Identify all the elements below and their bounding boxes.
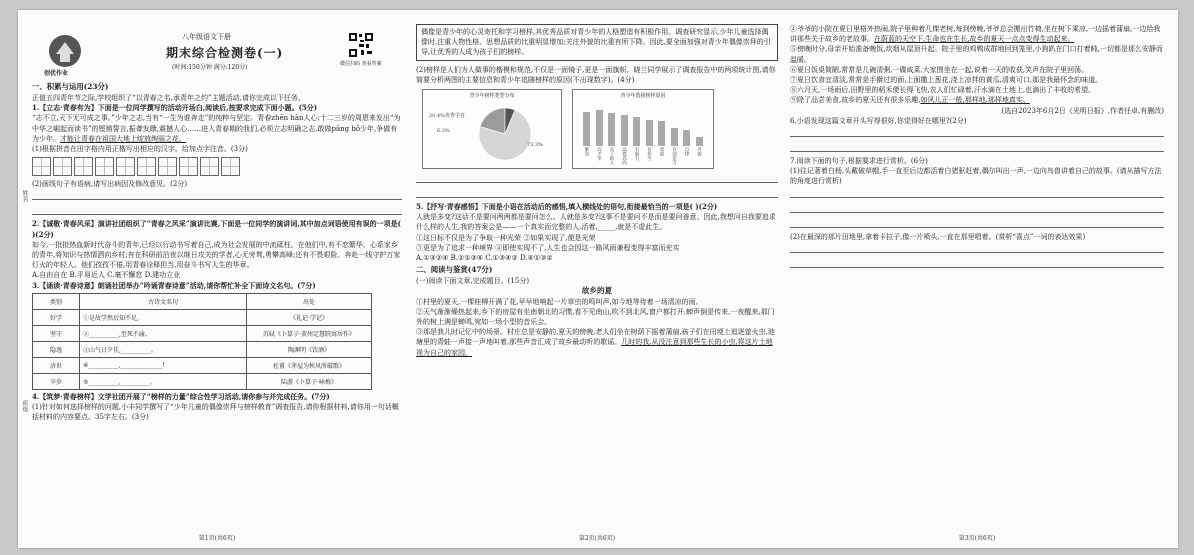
table-header: 类别: [33, 293, 80, 309]
essay-paragraph: ⑦夏日饮食宜清淡,常常是手擀过的面,上面撒上葱花,浇上凉拌的黄瓜,清爽可口,那是我最怀念的味道。: [790, 76, 1103, 85]
q4-sub1: (1)针对如何选择榜样的问题,小丰同学撰写了“少年儿童的偶像崇拜与榜样教育”调查报告,请你根据材料,请你用一句话概括材料的内容要点。35字左右。(3分): [32, 403, 399, 422]
essay-paragraph: ②天气渐渐燥热起来,乡下的房屋有坐南朝北的习惯,看不见南山,吹不到北风,窗户都打开,蝉声倒是传来,一夜醒来,那门外的树上满是蝉鸣,宛如一场小型的音乐会。: [416, 307, 775, 327]
table-row: 济世 ④__________,______________! 杜甫《茅屋为秋风所破歌》: [33, 357, 372, 373]
answer-line[interactable]: [790, 141, 1164, 152]
page-title: 期末综合检测卷(一): [166, 46, 284, 60]
essay-paragraph: ④爷爷的小院在夏日里格外热闹,院子里种着几棵老树,每到傍晚,爷爷总会搬出竹椅,坐在树下乘凉,一边摇着蒲扇,一边给我讲那些关于故乡的老故事。在蔚蓝的天空下,生命也在生长,故乡的夏天一点点变得生动起来。: [790, 25, 1161, 44]
qr-caption: 微信扫码 查看答案: [340, 61, 382, 67]
essay-paragraph: ⑨除了品尝美食,故乡的夏天还有很多乐趣,如风儿正一般,那样地,那样地真实。: [790, 96, 1030, 105]
charts-row: [422, 89, 778, 169]
q7-sub2: (2)在最深的那片田地里,拿着卡拉子,像一片喷头,一直在那里唱着。(赏析“喜点”一词的表达效果): [790, 232, 1086, 241]
essay-title: 故乡的夏: [581, 286, 613, 296]
bar-勇敢: [658, 121, 665, 147]
page-footer-2: 第2页(共6页): [578, 535, 616, 542]
q5-options: A.①③②④ B.②①③④ C.①③④② D.④①③②: [416, 254, 553, 263]
essay-paragraph: ⑥夏日饭桌简陋,常常是几碗清粥,一碟咸菜,大家围坐在一起,说着一天的收获,笑声在院子里回荡。: [790, 65, 1089, 74]
q5-items: ①这日标不仅是为了争取一种光荣 ②如果实现了,便是光荣 ③更是为了追求一种境界 ④即使实现不了,人生也会因这一路风雨兼程变得丰富而充实: [416, 233, 680, 252]
side-label-name: 姓名: [21, 190, 28, 202]
answer-line[interactable]: [416, 172, 778, 183]
column-3: [790, 24, 1164, 548]
exam-meta: (时间:150分钟 满分:120分): [172, 64, 248, 71]
q1-passage: “志不立,天下无可成之事。”少年之志,当有“一生为谁奔走”的纯粹与坚定。青春zhēn hàn人心;十二三岁的周恩来发出“为中华之崛起而读书”的铿锵誓言,振聋发聩,震撼人心……进入青春期的我们,必须立志明确之志,敢做pāng bō少年,争做有为少年。才能让青春在祖国大地上绽放绚丽之花。: [32, 114, 401, 143]
bar-有创造力: [671, 128, 678, 146]
table-row: 卒岁 ⑤__________,__________。 陆游《卜算子·咏梅》: [33, 373, 372, 389]
bar-品德高尚: [621, 115, 628, 146]
poem-table: [32, 293, 372, 390]
essay-paragraph: ⑧六月天,一场雨后,田野里的稻禾便长得飞快,农人们忙碌着,汗水滴在土地上,也滴出了丰收的希望。: [790, 86, 1096, 95]
q2-passage: 如今,一批批热血新时代奋斗的青年,已经以行动书写着自己,成为社会发展的中流砥柱。在他们中,有不恋繁华、心系家乡的青年,将知识与热情洒向乡村;有在科研前沿夜以继日攻关的学者,心无旁骛,勇攀高峰;还有不畏艰险、奔赴一线守护万家灯火的年轻人。他们孜孜不倦,用青春诠释担当,用奋斗书写人生的华章。: [32, 240, 401, 270]
q2-title: 2.【诚敬·青春风采】演讲社团组织了“青春之风采”演讲比赛,下面是一位同学的演讲词,其中加点词语使用有误的一项是( )(2分): [32, 219, 401, 239]
pie-chart: [422, 89, 562, 169]
q4-sub2: (2)榜样是人们为人做事的楷模和规范,不仅是一面镜子,更是一面旗帜。晓兰同学展示了调查报告中的两项统计图,请你简要分析两图的主要信息和青少年追随榜样的原因(不出现数字)。(4分): [416, 65, 776, 84]
essay-source: (选自2023年6月2日《光明日报》,作者任卓,有删改): [1001, 106, 1164, 115]
pie-label: 6.3%: [437, 128, 450, 135]
q7-title: 7.阅读下面的句子,根据要求进行赏析。(6分): [790, 157, 928, 166]
material-box: [416, 24, 778, 61]
answer-line[interactable]: [790, 257, 1164, 268]
page-footer-1: 第1页(共6页): [198, 535, 236, 542]
page-footer-3: 第3页(共6页): [958, 535, 996, 542]
section-2-heading: 二、阅读与鉴赏(47分): [416, 265, 493, 275]
bar-label: 有毅力: [634, 147, 639, 161]
bar-有毅力: [633, 117, 640, 146]
bar-label: 勇敢: [659, 147, 664, 157]
q5-title: 5.【抒写·青春感悟】下面是小语在活动后的感悟,填入横线处的语句,衔接最恰当的一项是( )(2分): [416, 202, 718, 212]
q2-options: A.自由自在 B.平易近人 C.毫不懈怠 D.建功立业: [32, 271, 181, 280]
table-header: 出处: [247, 293, 372, 309]
column-2: [416, 24, 778, 548]
intro-text: 正值五四青年节之际,学校组织了“以青春之名,承青年之约”主题活动,请你完成以下任务。: [32, 94, 305, 102]
bar-自律: [683, 130, 690, 146]
answer-line[interactable]: [790, 126, 1164, 137]
answer-line[interactable]: [32, 204, 402, 215]
essay-paragraph: ⑤傍晚时分,母亲开始准备晚饭,炊烟从屋顶升起。院子里的鸡鸭成群地回到笼里,小狗趴在门口打着盹,一切都是那么安静而温暖。: [790, 45, 1163, 64]
bar-label: 自律: [684, 147, 689, 157]
answer-line[interactable]: [32, 189, 402, 200]
exam-sheet: [18, 10, 1178, 548]
bar-外貌: [696, 137, 703, 146]
answer-line[interactable]: [790, 217, 1164, 228]
answer-line[interactable]: [790, 242, 1164, 253]
bar-chart: [572, 89, 714, 169]
bar-label: 品德高尚: [621, 147, 627, 166]
q7-sub1: (1)往记著着白杨,头戴破草帽,手一直至后边都活着白猪驱赶着,偶尔叫出一声,一边向鸟兽讲着自己的故事。(请从描写方法的角度进行赏析): [790, 167, 1162, 186]
essay-paragraph: ③那是我儿时记忆中的场景。村庄总是安静的,夏天的傍晚,老人们坐在树荫下摇着蒲扇,孩子们在田埂上追逐萤火虫,池塘里的青蛙一声接一声地叫着,那些声音汇成了故乡最动听的歌谣。几时的我,从没注意到那些生长的小虫,将这片土地视为自己的家园。: [416, 328, 775, 357]
table-header: 古诗文名句: [80, 293, 247, 309]
sub-section-1: (一)阅读下面文章,完成题目。(15分): [416, 277, 530, 286]
bar-label: 勤奋: [584, 147, 589, 157]
bar-label: 有创造力: [671, 147, 677, 166]
qr-code-icon[interactable]: [348, 32, 374, 58]
bar-勤奋: [583, 112, 590, 146]
answer-line[interactable]: [790, 202, 1164, 213]
bar-chart-title: 青少年选择榜样原因: [620, 93, 666, 100]
essay-paragraph: ①村里的夏天,一棵桂柳开满了花,早早地响起一片草虫的鸣叫声,如今地等待着一场清凉的雨。: [416, 297, 703, 306]
grade-label: 八年级语文下册: [182, 33, 231, 41]
bar-有才华: [596, 110, 603, 146]
q3-title: 3.【诵读·青春诗意】朗诵社团举办“吟诵青春诗意”活动,请你帮忙补全下面诗文名句。(7分): [32, 280, 316, 290]
material-text: 偶像是青少年的心灵寄托和学习榜样,其优秀品质对青少年的人格塑造有积极作用。调查研究显示,少年儿童选择偶像时,注重人物性格、思想品质的比重明显增加;关注外貌的比重有所下降。因此,要全面加强对青少年偶像崇拜的引导,让优秀的人成为孩子们的榜样。: [421, 28, 771, 57]
q4-title: 4.【筑梦·青春榜样】文学社团开展了“榜样的力量”综合性学习活动,请你参与并完成任务。(7分): [32, 391, 330, 401]
q1-sub2: (2)画线句子有语病,请写出病因及修改意见。(2分): [32, 180, 188, 189]
bar-label: 外貌: [696, 147, 702, 157]
q6-title: 6.小语发现这篇文章开头写得很好,你觉得好在哪里?(2分): [790, 116, 967, 125]
q5-passage: 人就是多变?这话不是要问两两都是要问怎么。人就是多变?这事不是要问不是而是要问善意。因此,我想问自我要追求什么样的人生,我的答案会是——一个真实而完整的人,活着,_____,就是不虚此生。: [416, 213, 776, 232]
pie-label: 20.4%优秀学者: [429, 113, 465, 120]
column-1: [32, 24, 402, 548]
bar-label: 乐于助人: [609, 147, 614, 166]
pie-chart-title: 青少年榜样类型分布: [469, 93, 515, 100]
q1-title: 1.【立志·青春有为】下面是一位同学撰写的活动开场白,阅读后,按要求完成下面小题。(5分): [32, 103, 318, 113]
section-1-heading: 一、积累与运用(23分): [32, 82, 109, 91]
bar-label: 有担当: [646, 147, 652, 161]
table-row: 隐逸 ③山气日夕佳,__________。 陶渊明《饮酒》: [33, 341, 372, 357]
school-logo-icon: [48, 34, 82, 68]
table-row: 坚守 ②__________,至死不渝。 苏轼《卜算子·黄州定慧院寓居作》: [33, 325, 372, 341]
answer-line[interactable]: [790, 187, 1164, 198]
pie-label: 73.3%: [527, 142, 543, 149]
table-row: 好学 ①是故学然后知不足, 《礼记·学记》: [33, 309, 372, 325]
bar-label: 有才华: [596, 147, 602, 161]
brand-label: 创优作业: [44, 70, 69, 77]
tianzige-grid[interactable]: [32, 157, 402, 176]
answer-line[interactable]: [416, 187, 778, 198]
bar-有担当: [646, 120, 653, 146]
bar-chart-area: [573, 90, 713, 168]
side-label-class: 班级: [21, 400, 28, 412]
q1-sub1: (1)根据拼音在田字格内用正楷写出相应的汉字。给加点字注音。(3分): [32, 145, 248, 154]
bar-乐于助人: [608, 113, 615, 146]
